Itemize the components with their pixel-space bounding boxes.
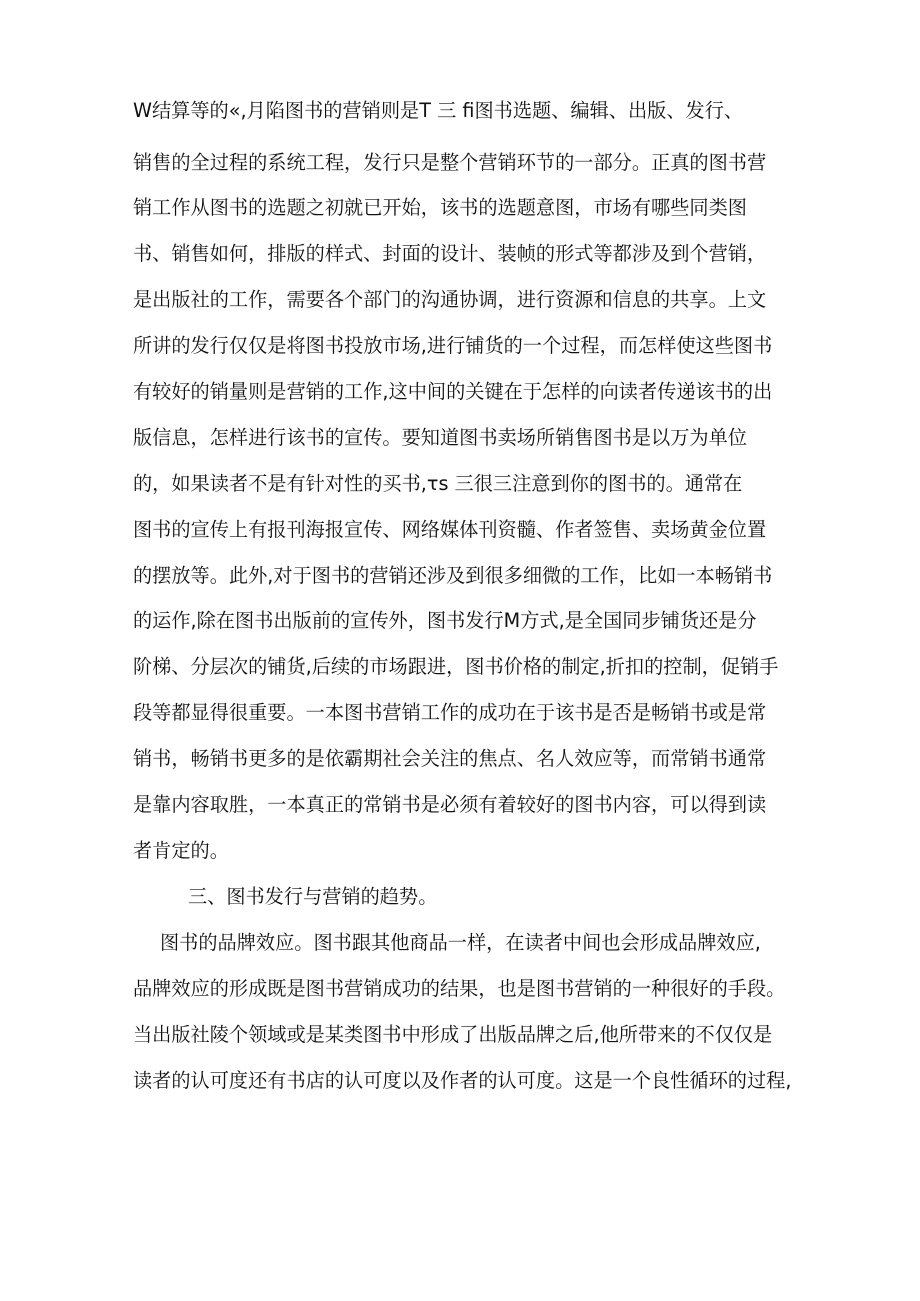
- paragraph-line: 图书的品牌效应。图书跟其他商品一样，在读者中间也会形成品牌效应,: [160, 931, 761, 954]
- paragraph-line: 版信息，怎样进行该书的宣传。要知道图书卖场所销售图书是以万为单位: [133, 426, 747, 449]
- paragraph-line: 阶梯、分层次的铺货,后续的市场跟进，图书价格的制定,折扣的控制，促销手: [133, 655, 779, 678]
- paragraph-line: 书、销售如何，排版的样式、封面的设计、装帧的形式等都涉及到个营销，: [133, 242, 767, 265]
- paragraph-line: 有较好的销量则是营销的工作,这中间的关键在于怎样的向读者传递该书的出: [133, 380, 773, 403]
- paragraph-line: 销工作从图书的选题之初就已开始，该书的选题意图，市场有哪些同类图: [133, 196, 747, 219]
- paragraph-line: 的运作,除在图书出版前的宣传外，图书发行M方式,是全国同步铺货还是分: [133, 609, 757, 632]
- paragraph-line: 是出版社的工作，需要各个部门的沟通协调，进行资源和信息的共享。上文: [133, 288, 767, 311]
- section-heading: 三、图书发行与营销的趋势。: [188, 885, 438, 908]
- paragraph-line: 所讲的发行仅仅是将图书投放市场,进行铺货的一个过程，而怎样使这些图书: [133, 334, 773, 357]
- paragraph-line: 当出版社陵个领域或是某类图书中形成了出版品牌之后,他所带来的不仅仅是: [133, 1023, 773, 1046]
- paragraph-line: W结算等的«,月陷图书的营销则是T 三 fi图书选题、编辑、出版、发行、: [133, 99, 744, 122]
- paragraph-line: 读者的认可度还有书店的认可度以及作者的认可度。这是一个良性循环的过程,: [133, 1069, 792, 1092]
- paragraph-line: 的摆放等。此外,对于图书的营销还涉及到很多细微的工作，比如一本畅销书: [133, 564, 773, 587]
- paragraph-line: 者肯定的。: [133, 839, 229, 862]
- paragraph-line: 是靠内容取胜，一本真正的常销书是必须有着较好的图书内容，可以得到读: [133, 793, 767, 816]
- paragraph-line: 品牌效应的形成既是图书营销成功的结果，也是图书营销的一种很好的手段。: [133, 977, 786, 1000]
- paragraph-line: 的，如果读者不是有针对性的买书,τs 三很三注意到你的图书的。通常在: [133, 472, 743, 495]
- paragraph-line: 销书，畅销书更多的是依霸期社会关注的焦点、名人效应等，而常销书通常: [133, 747, 767, 770]
- paragraph-line: 销售的全过程的系统工程，发行只是整个营销环节的一部分。正真的图书营: [133, 151, 767, 174]
- paragraph-line: 图书的宣传上有报刊海报宣传、网络媒体刊资髓、作者签售、卖场黄金位置: [133, 518, 767, 541]
- paragraph-line: 段等都显得很重要。一本图书营销工作的成功在于该书是否是畅销书或是常: [133, 701, 767, 724]
